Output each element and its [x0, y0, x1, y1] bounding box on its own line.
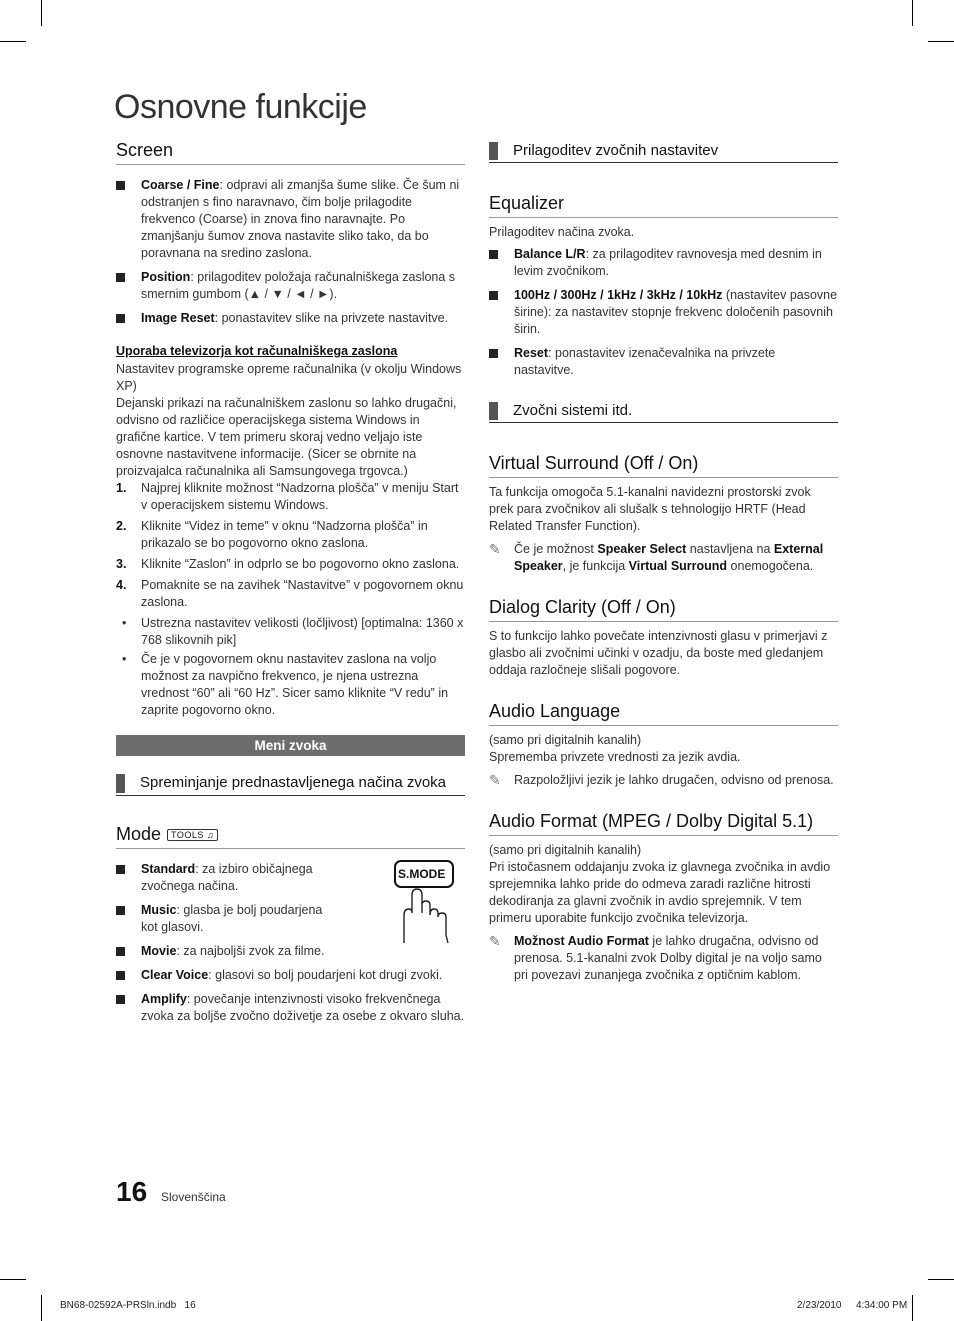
left-column: [116, 140, 465, 1032]
footer-language: Slovenščina: [161, 1190, 226, 1204]
pc-intro: Nastavitev programske opreme računalnika (v okolju Windows XP): [116, 362, 462, 393]
al-sub: (samo pri digitalnih kanalih): [489, 733, 642, 747]
eq-intro: Prilagoditev načina zvoka.: [489, 225, 635, 239]
note-pencil-icon: ✎: [489, 541, 501, 557]
note: ✎ Razpoložljivi jezik je lahko drugačen, odvisno od prenosa.: [489, 772, 834, 788]
preset-subheading: Spreminjanje prednastavljenega načina zvoka: [116, 772, 465, 796]
adjust-subheading: Prilagoditev zvočnih nastavitev: [489, 140, 838, 163]
crop-mark: [41, 0, 42, 26]
dot-item: • Če je v pogovornem oknu nastavitev zaslona na voljo možnost za navpično frekvenco, je njena ustrezna vrednost “60” ali “60 Hz”. Sicer samo kliknite “V redu” in zaprite pogovorno okno.: [122, 652, 449, 717]
bullet-square: [116, 865, 125, 874]
bullet-square: [116, 273, 125, 282]
bullet-square: [116, 314, 125, 323]
crop-mark: [912, 0, 913, 26]
list-item: Amplify: povečanje intenzivnosti visoko frekvenčnega zvoka za boljše zvočno doživetje za osebe z okvaro sluha.: [116, 991, 465, 1025]
footer-date: 2/23/2010: [797, 1300, 842, 1311]
note: ✎ Če je možnost Speaker Select nastavljena na External Speaker, je funkcija Virtual Surround onemogočena.: [489, 541, 824, 573]
list-item: Clear Voice: glasovi so bolj poudarjeni kot drugi zvoki.: [116, 967, 465, 984]
note-pencil-icon: ✎: [489, 933, 501, 949]
bullet-square: [116, 181, 125, 190]
note: ✎ Možnost Audio Format je lahko drugačna, odvisno od prenosa. 5.1-kanalni zvok Dolby digital je na voljo samo pri povezavi zunanjega zvočnika z optičnim kablom.: [489, 933, 822, 982]
audio-language-heading: Audio Language: [489, 701, 838, 726]
page-number: 16: [116, 1176, 148, 1207]
dot-item: • Ustrezna nastavitev velikosti (ločljivost) [optimalna: 1360 x 768 slikovnih pik]: [122, 616, 464, 647]
bullet-square: [116, 906, 125, 915]
af-sub: (samo pri digitalnih kanalih): [489, 843, 642, 857]
crop-mark: [41, 1295, 42, 1321]
footer-time: 4:34:00 PM: [856, 1300, 908, 1311]
virtual-surround-heading: Virtual Surround (Off / On): [489, 453, 838, 478]
bullet-square: [489, 349, 498, 358]
list-item: Reset: ponastavitev izenačevalnika na privzete nastavitve.: [489, 345, 838, 379]
vs-text: Ta funkcija omogoča 5.1-kanalni navidezni prostorski zvok prek para zvočnikov ali slušalk s tehnologijo HRTF (Head Related Transfer Function).: [489, 485, 811, 533]
equalizer-heading: Equalizer: [489, 193, 838, 218]
sound-menu-bar: Meni zvoka: [116, 735, 465, 756]
crop-mark: [928, 41, 954, 42]
bullet-square: [489, 291, 498, 300]
right-column: [489, 140, 838, 984]
page-title: Osnovne funkcije: [114, 88, 367, 126]
af-text: Pri istočasnem oddajanju zvoka iz glavnega zvočnika in avdio sprejemnika lahko pride do odmeva zaradi različne hitrosti dekodiranja za glavni zvočnik in avdio sprejemnik. V tem primeru uporabite funkcijo zvočnika televizorja.: [489, 860, 831, 925]
bullet-square: [116, 971, 125, 980]
screen-heading: Screen: [116, 140, 465, 165]
list-item: Position: prilagoditev položaja računalniškega zaslona s smernim gumbom (▲ / ▼ / ◄ / ►).: [116, 269, 465, 303]
list-item: Image Reset: ponastavitev slike na privzete nastavitve.: [116, 310, 465, 327]
mode-heading: Mode TOOLS ♫: [116, 824, 465, 849]
crop-mark: [928, 1279, 954, 1280]
list-item: 100Hz / 300Hz / 1kHz / 3kHz / 10kHz (nastavitev pasovne širine): za nastavitev stopnje frekvenc določenih pasovnih širin.: [489, 287, 838, 338]
step-item: 4. Pomaknite se na zavihek “Nastavitve” v pogovornem oknu zaslona.: [116, 578, 464, 609]
smode-remote-icon: [392, 855, 462, 945]
dc-text: S to funkcijo lahko povečate intenzivnosti glasu v primerjavi z glasbo ali zvočnimi učinki v ozadju, da boste med gledanjem oddaja razločneje slišali pogovore.: [489, 629, 828, 677]
list-item: Standard: za izbiro običajnega zvočnega načina.: [116, 861, 321, 895]
crop-mark: [0, 1279, 26, 1280]
step-item: 1. Najprej kliknite možnost “Nadzorna plošča” v meniju Start v operacijskem sistemu Windows.: [116, 481, 459, 512]
list-item: Music: glasba je bolj poudarjena kot glasovi.: [116, 902, 331, 936]
bullet-square: [489, 250, 498, 259]
step-item: 3. Kliknite “Zaslon” in odprlo se bo pogovorno okno zaslona.: [116, 557, 460, 571]
list-item: Movie: za najboljši zvok za filme.: [116, 943, 465, 960]
systems-subheading: Zvočni sistemi itd.: [489, 400, 838, 423]
pc-heading: Uporaba televizorja kot računalniškega zaslona: [116, 344, 398, 358]
list-item: Balance L/R: za prilagoditev ravnovesja med desnim in levim zvočnikom.: [489, 246, 838, 280]
al-text: Sprememba privzete vrednosti za jezik avdia.: [489, 750, 741, 764]
tools-badge: TOOLS ♫: [167, 829, 218, 841]
audio-format-heading: Audio Format (MPEG / Dolby Digital 5.1): [489, 811, 838, 836]
crop-mark: [912, 1295, 913, 1321]
dialog-clarity-heading: Dialog Clarity (Off / On): [489, 597, 838, 622]
smode-label: S.MODE: [398, 867, 446, 881]
bullet-square: [116, 947, 125, 956]
bullet-square: [116, 995, 125, 1004]
list-item: Coarse / Fine: odpravi ali zmanjša šume slike. Če šum ni odstranjen s fino naravnavo, čim bolje prilagodite frekvenco (Coarse) in znova fino naravnajte. Po zmanjšanju šumov znova nastavite sliko tako, da bo poravnana na sredino zaslona.: [116, 177, 465, 262]
crop-mark: [0, 41, 26, 42]
note-pencil-icon: ✎: [489, 772, 501, 788]
pc-intro: Dejanski prikazi na računalniškem zaslonu so lahko drugačni, odvisno od različice operacijskega sistema Windows in grafične kartice. V tem primeru skoraj vedno veljajo iste osnovne nastavitvene informacije. (Sicer se obrnite na proizvajalca računalnika ali Samsungovega trgovca.): [116, 396, 457, 478]
step-item: 2. Kliknite “Videz in teme” v oknu “Nadzorna plošča” in prikazalo se bo pogovorno okno zaslona.: [116, 519, 428, 550]
footer-file: BN68-02592A-PRSln.indb 16: [60, 1300, 196, 1311]
